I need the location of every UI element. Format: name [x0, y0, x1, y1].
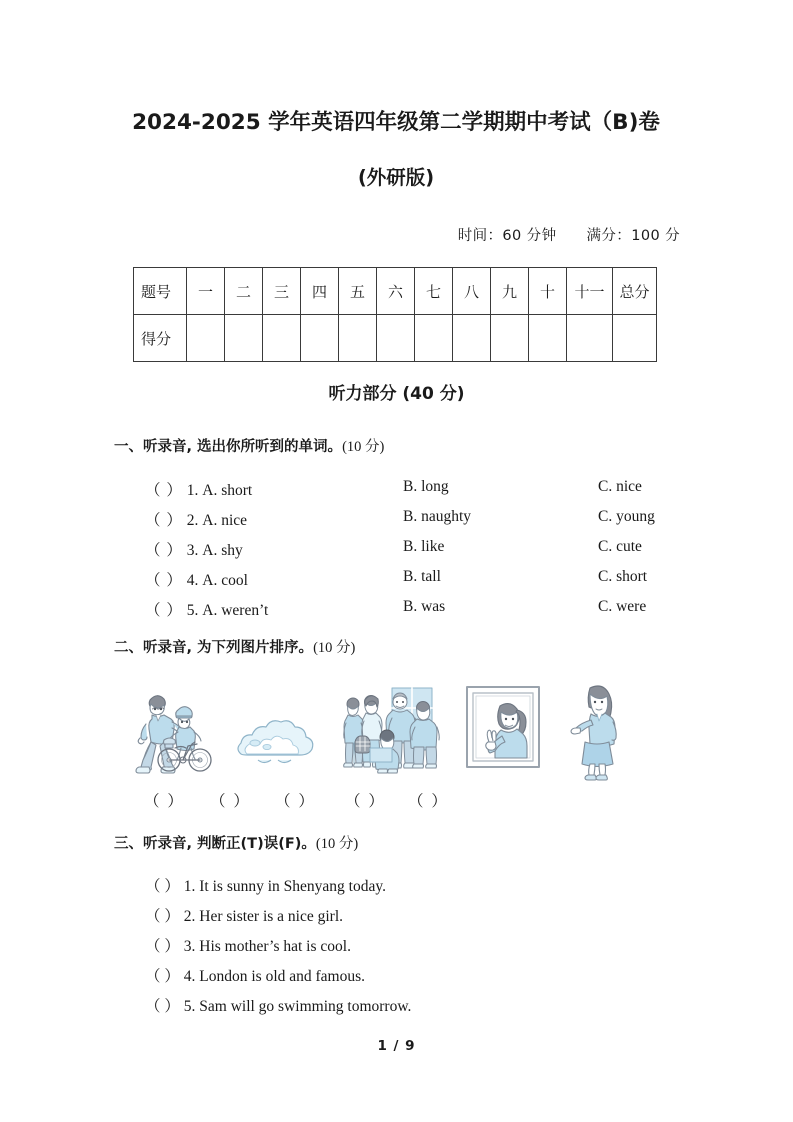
section-1-points: (10 分) — [342, 439, 385, 455]
item-number-1: 1. — [186, 482, 199, 499]
section-2-heading — [114, 636, 355, 657]
page-title — [96, 108, 696, 191]
score-table-col-9: 九 — [491, 268, 529, 315]
picture-3-family-group-photo-scene — [342, 682, 442, 782]
score-table-score-label: 得分 — [134, 315, 187, 362]
list-item — [145, 934, 705, 964]
section-2-heading-text: 二、听录音, 为下列图片排序。 — [114, 640, 314, 656]
score-table-col-11: 十一 — [567, 268, 613, 315]
full-marks-label: 满分：100 分 — [586, 228, 680, 244]
choice-row-2 — [145, 508, 247, 530]
tf-answer-blank-2[interactable]: （ ） — [145, 908, 180, 925]
picture-2-cloud — [233, 710, 323, 770]
page-number: 1 / 9 — [377, 1038, 416, 1054]
section-2-answer-blanks — [0, 789, 793, 813]
listening-part-title: 听力部分 (40 分) — [328, 384, 465, 404]
item-number-5: 5. — [186, 602, 199, 619]
picture-1-father-teaching-child-to-ride-bike — [120, 682, 220, 782]
score-cell-2[interactable] — [225, 315, 263, 362]
option-b-2[interactable]: B. naughty — [403, 508, 472, 525]
list-item — [145, 874, 705, 904]
tf-statement-3: 3. His mother’s hat is cool. — [183, 938, 351, 955]
answer-blank-4[interactable]: （ ） — [145, 572, 183, 589]
picture-answer-blank-1[interactable]: （ ） — [144, 793, 185, 810]
tf-statement-4: 4. London is old and famous. — [183, 968, 366, 985]
option-c-2[interactable]: C. young — [598, 508, 655, 525]
family-group-icon — [342, 682, 442, 782]
section-2-picture-strip — [0, 672, 793, 782]
score-cell-10[interactable] — [529, 315, 567, 362]
score-cell-5[interactable] — [339, 315, 377, 362]
section-1-heading — [114, 435, 384, 456]
score-table-col-4: 四 — [301, 268, 339, 315]
tf-answer-blank-4[interactable]: （ ） — [145, 968, 180, 985]
tf-answer-blank-5[interactable]: （ ） — [145, 998, 180, 1015]
list-item — [145, 508, 725, 538]
tf-statement-5: 5. Sam will go swimming tomorrow. — [183, 998, 412, 1015]
choice-row-3 — [145, 538, 243, 560]
picture-answer-blank-3[interactable]: （ ） — [275, 793, 316, 810]
section-3-heading-text: 三、听录音, 判断正(T)误(F)。 — [114, 836, 316, 852]
option-b-3[interactable]: B. like — [403, 538, 445, 555]
score-table-col-10: 十 — [529, 268, 567, 315]
option-c-4[interactable]: C. short — [598, 568, 648, 585]
option-a-1[interactable]: A. short — [202, 482, 253, 499]
score-cell-8[interactable] — [453, 315, 491, 362]
father-teaching-child-to-ride-bike-icon — [120, 682, 220, 782]
score-cell-7[interactable] — [415, 315, 453, 362]
choice-row-1 — [145, 478, 252, 500]
score-table-col-2: 二 — [225, 268, 263, 315]
answer-blank-2[interactable]: （ ） — [145, 512, 183, 529]
option-a-5[interactable]: A. weren’t — [202, 602, 269, 619]
score-table-col-1: 一 — [187, 268, 225, 315]
choice-row-4 — [145, 568, 248, 590]
option-b-1[interactable]: B. long — [403, 478, 449, 495]
section-1-heading-text: 一、听录音, 选出你所听到的单词。 — [114, 439, 343, 455]
tf-answer-blank-1[interactable]: （ ） — [145, 878, 180, 895]
score-table-col-3: 三 — [263, 268, 301, 315]
score-cell-1[interactable] — [187, 315, 225, 362]
score-cell-4[interactable] — [301, 315, 339, 362]
option-b-4[interactable]: B. tall — [403, 568, 441, 585]
score-table-header-label: 题号 — [134, 268, 187, 315]
answer-blank-3[interactable]: （ ） — [145, 542, 183, 559]
score-table-col-8: 八 — [453, 268, 491, 315]
section-1-choice-list — [145, 478, 725, 628]
option-a-2[interactable]: A. nice — [202, 512, 248, 529]
option-a-3[interactable]: A. shy — [202, 542, 243, 559]
option-c-5[interactable]: C. were — [598, 598, 647, 615]
list-item — [145, 478, 725, 508]
item-number-2: 2. — [186, 512, 199, 529]
picture-answer-blank-4[interactable]: （ ） — [345, 793, 386, 810]
cloud-icon — [233, 710, 323, 770]
list-item — [145, 538, 725, 568]
section-3-statement-list — [145, 874, 705, 1024]
score-table-col-total: 总分 — [613, 268, 657, 315]
woman-pointing-icon — [568, 680, 626, 782]
picture-5-woman-pointing — [568, 680, 626, 782]
item-number-4: 4. — [186, 572, 199, 589]
list-item — [145, 964, 705, 994]
score-table-col-7: 七 — [415, 268, 453, 315]
score-cell-11[interactable] — [567, 315, 613, 362]
list-item — [145, 904, 705, 934]
score-cell-6[interactable] — [377, 315, 415, 362]
table-row-scores — [134, 315, 657, 362]
time-limit-label: 时间：60 分钟 — [457, 228, 557, 244]
answer-blank-5[interactable]: （ ） — [145, 602, 183, 619]
picture-answer-blank-2[interactable]: （ ） — [210, 793, 251, 810]
section-2-points: (10 分) — [313, 640, 356, 656]
title-line-1: 2024-2025 学年英语四年级第二学期期中考试（B)卷 — [132, 110, 660, 135]
list-item — [145, 994, 705, 1024]
score-cell-3[interactable] — [263, 315, 301, 362]
score-cell-total[interactable] — [613, 315, 657, 362]
option-b-5[interactable]: B. was — [403, 598, 446, 615]
tf-statement-2: 2. Her sister is a nice girl. — [183, 908, 344, 925]
tf-statement-1: 1. It is sunny in Shenyang today. — [183, 878, 386, 895]
list-item — [145, 598, 725, 628]
table-row-question-numbers — [134, 268, 657, 315]
title-line-2: (外研版) — [357, 166, 435, 189]
option-c-3[interactable]: C. cute — [598, 538, 642, 555]
framed-photo-icon — [464, 684, 542, 772]
score-table — [133, 267, 657, 362]
score-table-col-5: 五 — [339, 268, 377, 315]
tf-answer-blank-3[interactable]: （ ） — [145, 938, 180, 955]
exam-meta — [0, 224, 680, 245]
list-item — [145, 568, 725, 598]
option-c-1[interactable]: C. nice — [598, 478, 642, 495]
section-3-points: (10 分) — [315, 836, 359, 852]
item-number-3: 3. — [186, 542, 199, 559]
answer-blank-1[interactable]: （ ） — [145, 482, 183, 499]
picture-4-framed-photo-of-girl-making-v-sign — [464, 684, 542, 772]
option-a-4[interactable]: A. cool — [202, 572, 248, 589]
score-table-col-6: 六 — [377, 268, 415, 315]
picture-answer-blank-5[interactable]: （ ） — [408, 793, 449, 810]
score-cell-9[interactable] — [491, 315, 529, 362]
choice-row-5 — [145, 598, 268, 620]
section-3-heading — [114, 832, 358, 853]
